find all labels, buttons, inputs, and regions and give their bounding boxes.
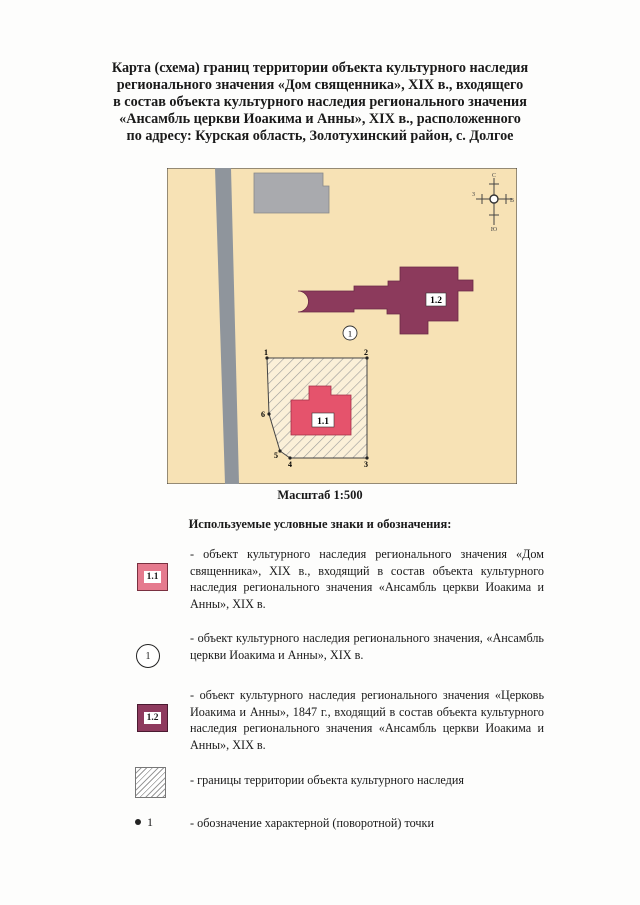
legend-title: Используемые условные знаки и обозначения: [188,517,452,531]
legend-swatch-point [135,815,175,829]
title-line: по адресу: Курская область, Золотухинский район, с. Долгое [126,128,514,144]
legend-symbol: 1 [147,814,153,829]
title-line: «Ансамбль церкви Иоакима и Анны», XIX в., расположенного [119,111,521,127]
point-6-label: 6 [261,410,265,419]
title-line: Карта (схема) границ территории объекта культурного наследия [111,60,529,76]
legend-text-1-2: - объект культурного наследия регионального значения «Церковь Иоакима и Анны», 1847 г., входящий в состав объекта культурного наследия регионального значения «Ансамбль церкви Иоакима и Анны», XIX в. [190,688,544,752]
compass-north-label: С [491,173,497,179]
compass-south-label: Ю [490,227,498,233]
legend-swatch-boundary [135,767,166,798]
object-1-2-label: 1.2 [430,296,442,306]
legend-text-ensemble: - объект культурного наследия регионального значения, «Ансамбль церкви Иоакима и Анны», XIX в. [190,631,544,662]
point-3-label: 3 [364,460,368,469]
title-line: в состав объекта культурного наследия регионального значения [113,94,527,110]
point-2-label: 2 [364,348,368,357]
legend-symbol: 1 [145,650,151,662]
point-4-label: 4 [288,460,292,469]
compass-west-label: З [472,192,476,198]
map-scale: Масштаб 1:500 [277,488,363,502]
legend-swatch-1-1 [137,563,168,591]
legend-symbol: 1.2 [144,712,162,724]
title-line: регионального значения «Дом священника», XIX в., входящего [116,77,524,93]
legend-text-point: - обозначение характерной (поворотной) точки [190,816,434,830]
legend-swatch-1-2 [137,704,168,732]
map-title [80,60,560,145]
map-scheme [167,168,517,484]
object-1-1-label: 1.1 [317,417,329,427]
ensemble-marker-label: 1 [347,328,353,339]
legend-text-1-1: - объект культурного наследия регионального значения «Дом священника», XIX в., входящий в состав объекта культурного наследия регионального значения «Ансамбль церкви Иоакима и Анны», XIX в. [190,547,544,611]
legend-text-boundary: - границы территории объекта культурного наследия [190,773,464,787]
point-1-label: 1 [264,348,268,357]
legend-swatch-ensemble [136,644,160,668]
building [254,173,329,213]
point-dot-icon [135,819,141,825]
compass-east-label: В [510,198,515,204]
legend-symbol: 1.1 [144,571,162,583]
point-5-label: 5 [274,451,278,460]
